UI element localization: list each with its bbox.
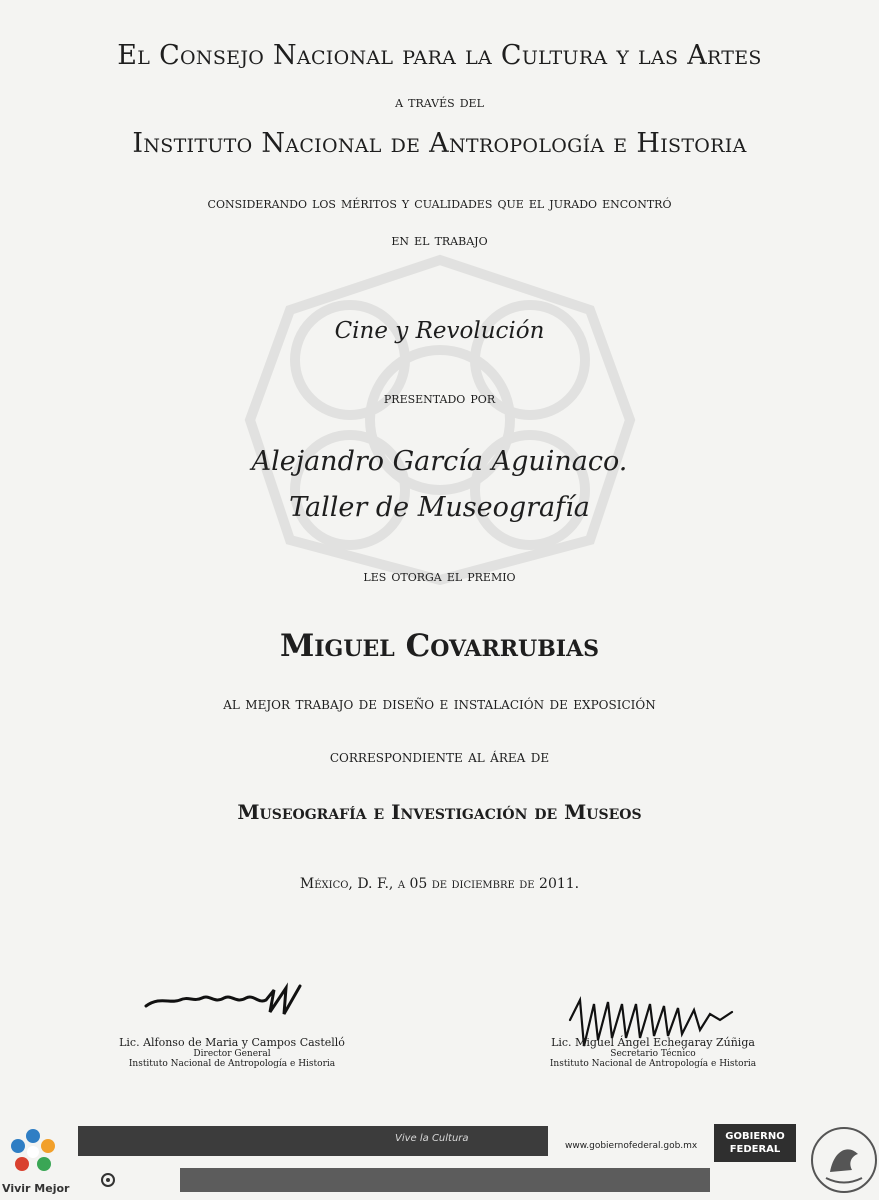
signatory-right-name: Lic. Miguel Ángel Echegaray Zúñiga xyxy=(551,1036,755,1049)
through-label: a través del xyxy=(395,92,484,111)
gobierno-federal-logo xyxy=(714,1124,796,1162)
signatory-left-title: Director General xyxy=(193,1049,271,1059)
footer-banner xyxy=(78,1126,548,1156)
institute-title: Instituto Nacional de Antropología e Historia xyxy=(132,128,747,159)
vivir-mejor-logo-icon xyxy=(8,1126,58,1178)
presented-by-label: presentado por xyxy=(383,388,496,407)
considering-text-2: en el trabajo xyxy=(391,230,488,249)
author-workshop: Taller de Museografía xyxy=(289,492,590,523)
award-category: al mejor trabajo de diseño e instalación de exposición xyxy=(223,694,656,714)
signatory-left-name: Lic. Alfonso de Maria y Campos Castelló xyxy=(119,1036,345,1049)
signatory-right xyxy=(503,1036,803,1069)
author-name: Alejandro García Aguinaco. xyxy=(251,446,628,477)
vive-cultura-label: Vive la Cultura xyxy=(395,1133,469,1144)
signature-left-icon xyxy=(140,982,320,1022)
inah-small-logo-icon xyxy=(98,1172,118,1188)
vivir-mejor-label: Vivir Mejor xyxy=(2,1182,70,1195)
area-name: Museografía e Investigación de Museos xyxy=(237,800,642,824)
signatory-left-institution: Instituto Nacional de Antropología e Historia xyxy=(128,1059,336,1069)
area-intro: correspondiente al área de xyxy=(329,747,550,767)
signatory-left xyxy=(82,1036,382,1069)
footer-banner-lower xyxy=(180,1168,710,1192)
place-date: México, D. F., a 05 de diciembre de 2011. xyxy=(299,876,580,892)
council-title: El Consejo Nacional para la Cultura y las Artes xyxy=(117,40,762,71)
considering-text: considerando los méritos y cualidades que el jurado encontró xyxy=(207,193,672,212)
government-footer xyxy=(0,1118,879,1200)
mexico-seal-icon xyxy=(808,1120,878,1198)
signatory-right-institution: Instituto Nacional de Antropología e Historia xyxy=(549,1059,757,1069)
work-title: Cine y Revolución xyxy=(334,318,545,344)
award-intro: les otorga el premio xyxy=(363,566,516,585)
signatory-right-title: Secretario Técnico xyxy=(610,1049,696,1059)
inah-watermark-icon xyxy=(230,250,650,590)
award-name: Miguel Covarrubias xyxy=(279,628,600,664)
federal-label: FEDERAL xyxy=(729,1144,781,1155)
gobierno-label: GOBIERNO xyxy=(725,1131,785,1142)
website-label: www.gobiernofederal.gob.mx xyxy=(565,1141,698,1151)
